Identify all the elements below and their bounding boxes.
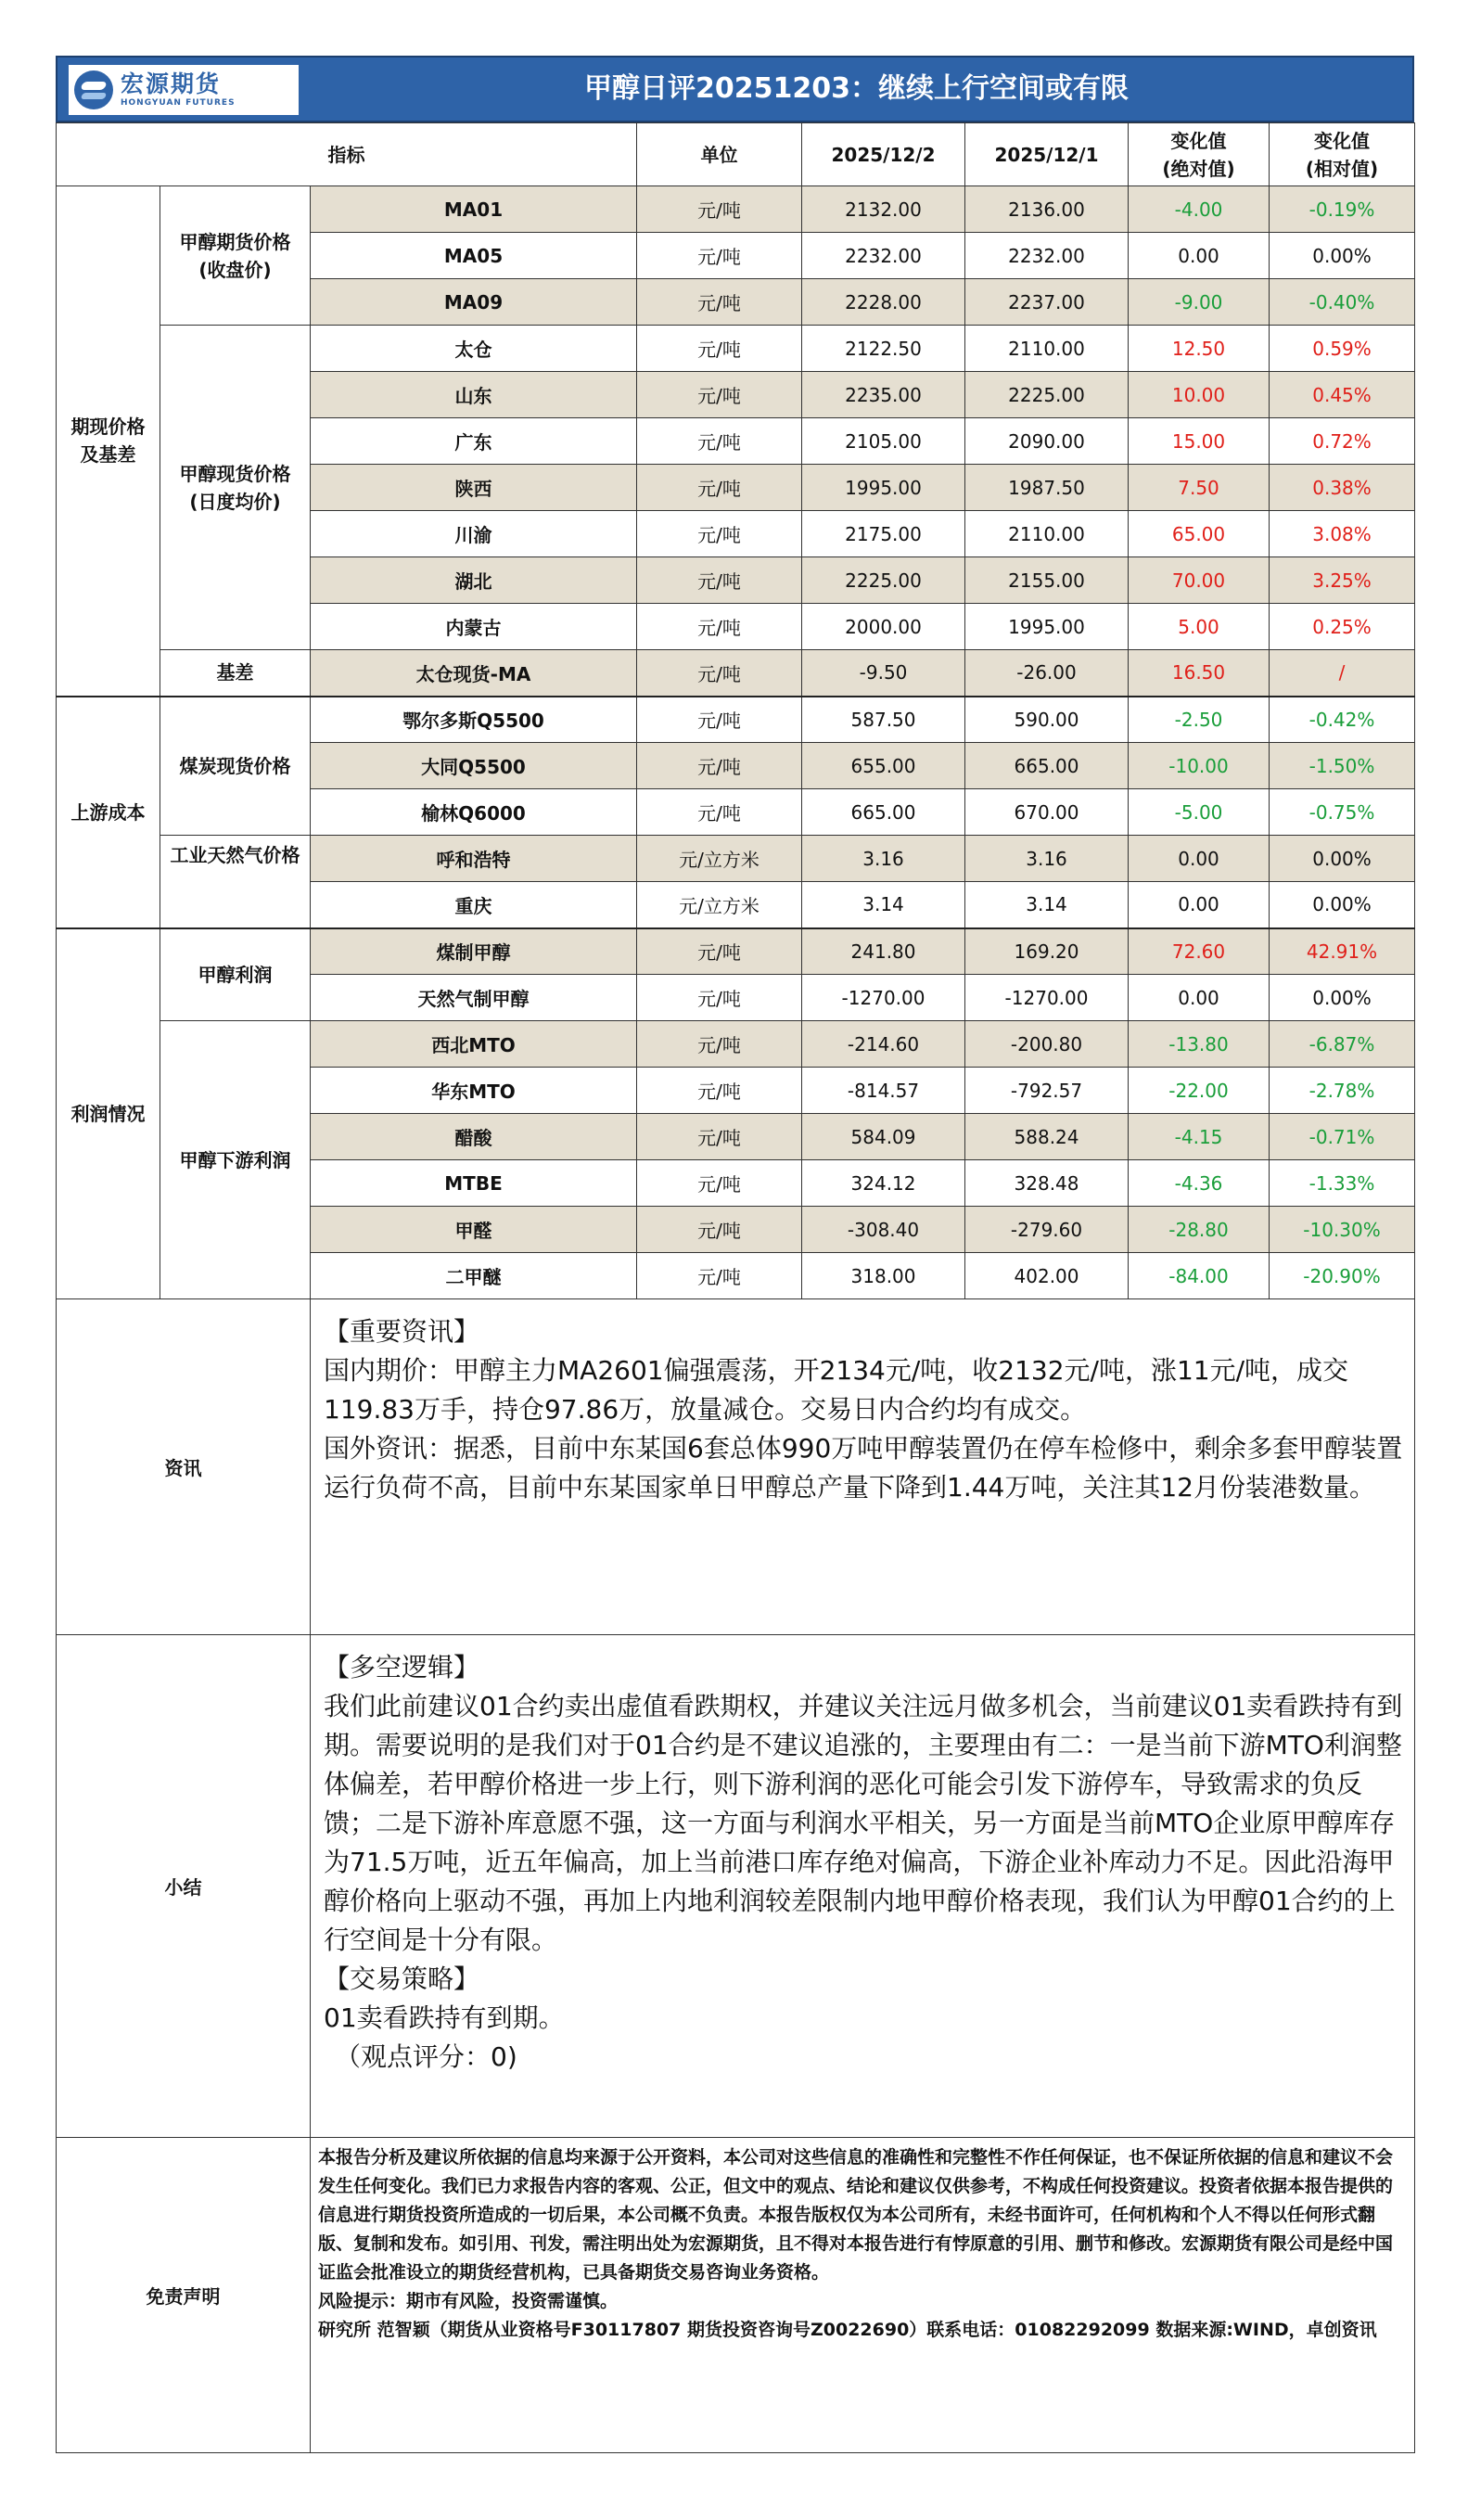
row-indicator-name: 榆林Q6000	[311, 789, 637, 836]
row-indicator-name: 天然气制甲醇	[311, 975, 637, 1021]
row-indicator-name: MTBE	[311, 1160, 637, 1207]
row-rel-change: 0.45%	[1270, 372, 1415, 418]
row-value-date-2: 1987.50	[965, 465, 1129, 511]
row-value-date-2: -200.80	[965, 1021, 1129, 1068]
row-value-date-2: 2232.00	[965, 233, 1129, 279]
row-abs-change: -9.00	[1129, 279, 1270, 326]
text-sections	[56, 1298, 1415, 2453]
row-unit: 元/吨	[637, 650, 802, 697]
row-value-date-2: 670.00	[965, 789, 1129, 836]
news-label: 资讯	[57, 1299, 311, 1635]
row-value-date-2: 2136.00	[965, 186, 1129, 233]
table-row	[57, 928, 1415, 975]
row-abs-change: -5.00	[1129, 789, 1270, 836]
row-value-date-1: -1270.00	[802, 975, 965, 1021]
row-rel-change: 0.38%	[1270, 465, 1415, 511]
row-indicator-name: MA05	[311, 233, 637, 279]
row-value-date-2: 1995.00	[965, 604, 1129, 650]
row-value-date-1: 2175.00	[802, 511, 965, 557]
row-indicator-name: 太仓现货-MA	[311, 650, 637, 697]
row-indicator-name: 甲醛	[311, 1207, 637, 1253]
row-unit: 元/立方米	[637, 882, 802, 928]
row-value-date-1: 2132.00	[802, 186, 965, 233]
row-value-date-1: 2228.00	[802, 279, 965, 326]
row-value-date-2: 3.14	[965, 882, 1129, 928]
row-indicator-name: 二甲醚	[311, 1253, 637, 1299]
row-value-date-1: 2232.00	[802, 233, 965, 279]
row-value-date-2: 2090.00	[965, 418, 1129, 465]
row-rel-change: 0.00%	[1270, 882, 1415, 928]
row-unit: 元/吨	[637, 743, 802, 789]
col-header-unit: 单位	[637, 123, 802, 186]
row-indicator-name: 呼和浩特	[311, 836, 637, 882]
row-abs-change: -84.00	[1129, 1253, 1270, 1299]
summary-strategy-text: 01卖看跌持有到期。	[324, 2002, 565, 2033]
row-abs-change: 72.60	[1129, 928, 1270, 975]
row-rel-change: -1.50%	[1270, 743, 1415, 789]
row-unit: 元/吨	[637, 697, 802, 743]
table-header-row	[57, 123, 1415, 186]
summary-logic-text: 我们此前建议01合约卖出虚值看跌期权，并建议关注远月做多机会，当前建议01卖看跌持有到期。需要说明的是我们对于01合约是不建议追涨的，主要理由有二：一是当前下游MTO利润整体偏差，若甲醇价格进一步上行，则下游利润的恶化可能会引发下游停车，导致需求的负反馈；二是下游补库意愿不强，这一方面与利润水平相关，另一方面是当前MTO企业原甲醇库存为71.5万吨，近五年偏高，加上当前港口库存绝对偏高，下游企业补库动力不足。因此沿海甲醇价格向上驱动不强，再加上内地利润较差限制内地甲醇价格表现，我们认为甲醇01合约的上行空间是十分有限。	[324, 1691, 1403, 1955]
table-row	[57, 650, 1415, 697]
row-abs-change: 16.50	[1129, 650, 1270, 697]
row-unit: 元/吨	[637, 1114, 802, 1160]
row-unit: 元/吨	[637, 1068, 802, 1114]
row-value-date-1: 241.80	[802, 928, 965, 975]
row-rel-change: 0.00%	[1270, 233, 1415, 279]
row-abs-change: 0.00	[1129, 882, 1270, 928]
row-value-date-1: 3.14	[802, 882, 965, 928]
row-value-date-1: -814.57	[802, 1068, 965, 1114]
table-row	[57, 697, 1415, 743]
news-section	[57, 1299, 1415, 1635]
disclaimer-body	[311, 2138, 1415, 2453]
row-value-date-1: 2122.50	[802, 326, 965, 372]
row-value-date-2: 2155.00	[965, 557, 1129, 604]
row-indicator-name: 太仓	[311, 326, 637, 372]
row-value-date-1: -9.50	[802, 650, 965, 697]
row-rel-change: -20.90%	[1270, 1253, 1415, 1299]
row-indicator-name: 湖北	[311, 557, 637, 604]
row-unit: 元/吨	[637, 928, 802, 975]
row-unit: 元/吨	[637, 604, 802, 650]
row-abs-change: -28.80	[1129, 1207, 1270, 1253]
col-header-date-1: 2025/12/2	[802, 123, 965, 186]
row-value-date-1: 2225.00	[802, 557, 965, 604]
row-abs-change: -4.00	[1129, 186, 1270, 233]
row-abs-change: 0.00	[1129, 836, 1270, 882]
row-unit: 元/吨	[637, 975, 802, 1021]
row-rel-change: 3.08%	[1270, 511, 1415, 557]
row-rel-change: -0.75%	[1270, 789, 1415, 836]
row-indicator-name: 华东MTO	[311, 1068, 637, 1114]
row-abs-change: 10.00	[1129, 372, 1270, 418]
row-indicator-name: MA09	[311, 279, 637, 326]
row-value-date-1: 665.00	[802, 789, 965, 836]
row-abs-change: 65.00	[1129, 511, 1270, 557]
row-indicator-name: 重庆	[311, 882, 637, 928]
row-abs-change: -13.80	[1129, 1021, 1270, 1068]
row-unit: 元/吨	[637, 233, 802, 279]
col-header-indicator: 指标	[57, 123, 637, 186]
row-rel-change: -0.71%	[1270, 1114, 1415, 1160]
logo-name-cn: 宏源期货	[121, 70, 222, 97]
row-rel-change: 42.91%	[1270, 928, 1415, 975]
row-rel-change: 0.25%	[1270, 604, 1415, 650]
news-heading: 【重要资讯】	[324, 1316, 480, 1347]
summary-logic-heading: 【多空逻辑】	[324, 1652, 480, 1682]
row-abs-change: 0.00	[1129, 233, 1270, 279]
row-indicator-name: 醋酸	[311, 1114, 637, 1160]
row-abs-change: 7.50	[1129, 465, 1270, 511]
risk-warning: 风险提示：期市有风险，投资需谨慎。	[318, 2291, 619, 2311]
row-value-date-1: 584.09	[802, 1114, 965, 1160]
row-unit: 元/吨	[637, 418, 802, 465]
row-value-date-2: 2225.00	[965, 372, 1129, 418]
row-indicator-name: 陕西	[311, 465, 637, 511]
row-value-date-1: 587.50	[802, 697, 965, 743]
row-abs-change: -2.50	[1129, 697, 1270, 743]
col-header-rel-change: 变化值 (相对值)	[1270, 123, 1415, 186]
disclaimer-section	[57, 2138, 1415, 2453]
subgroup-spot-price: 甲醇现货价格 (日度均价)	[160, 326, 311, 650]
row-rel-change: 0.59%	[1270, 326, 1415, 372]
row-indicator-name: 内蒙古	[311, 604, 637, 650]
row-rel-change: 0.00%	[1270, 975, 1415, 1021]
row-rel-change: -10.30%	[1270, 1207, 1415, 1253]
row-rel-change: -6.87%	[1270, 1021, 1415, 1068]
row-abs-change: -4.36	[1129, 1160, 1270, 1207]
row-value-date-2: 402.00	[965, 1253, 1129, 1299]
analyst-info: 研究所 范智颖（期货从业资格号F30117807 期货投资咨询号Z0022690）联系电话：01082292099 数据来源:WIND，卓创资讯	[318, 2320, 1377, 2340]
row-value-date-1: -308.40	[802, 1207, 965, 1253]
subgroup-basis: 基差	[160, 650, 311, 697]
row-value-date-1: 2105.00	[802, 418, 965, 465]
summary-strategy-heading: 【交易策略】	[324, 1964, 480, 1994]
row-value-date-2: -1270.00	[965, 975, 1129, 1021]
row-unit: 元/吨	[637, 279, 802, 326]
row-value-date-2: 3.16	[965, 836, 1129, 882]
row-unit: 元/吨	[637, 789, 802, 836]
row-value-date-2: 2110.00	[965, 326, 1129, 372]
row-abs-change: 70.00	[1129, 557, 1270, 604]
row-rel-change: 3.25%	[1270, 557, 1415, 604]
row-rel-change: -2.78%	[1270, 1068, 1415, 1114]
group-spot-futures: 期现价格 及基差	[57, 186, 160, 697]
row-value-date-2: -26.00	[965, 650, 1129, 697]
row-rel-change: -0.42%	[1270, 697, 1415, 743]
row-abs-change: -10.00	[1129, 743, 1270, 789]
disclaimer-label: 免责声明	[57, 2138, 311, 2453]
row-value-date-2: 588.24	[965, 1114, 1129, 1160]
row-value-date-1: 2000.00	[802, 604, 965, 650]
row-unit: 元/吨	[637, 1160, 802, 1207]
subgroup-futures-price: 甲醇期货价格 (收盘价)	[160, 186, 311, 326]
row-value-date-1: -214.60	[802, 1021, 965, 1068]
row-unit: 元/立方米	[637, 836, 802, 882]
row-indicator-name: 大同Q5500	[311, 743, 637, 789]
row-indicator-name: MA01	[311, 186, 637, 233]
row-indicator-name: 川渝	[311, 511, 637, 557]
row-value-date-1: 655.00	[802, 743, 965, 789]
news-overseas: 国外资讯：据悉，目前中东某国6套总体990万吨甲醇装置仍在停车检修中，剩余多套甲醇装置运行负荷不高，目前中东某国家单日甲醇总产量下降到1.44万吨，关注其12月份装港数量。	[324, 1433, 1403, 1503]
news-domestic: 国内期价：甲醇主力MA2601偏强震荡，开2134元/吨，收2132元/吨，涨11元/吨，成交119.83万手，持仓97.86万，放量减仓。交易日内合约均有成交。	[324, 1355, 1349, 1425]
row-value-date-1: 3.16	[802, 836, 965, 882]
row-unit: 元/吨	[637, 465, 802, 511]
row-unit: 元/吨	[637, 186, 802, 233]
row-indicator-name: 山东	[311, 372, 637, 418]
disclaimer-text: 本报告分析及建议所依据的信息均来源于公开资料，本公司对这些信息的准确性和完整性不作任何保证，也不保证所依据的信息和建议不会发生任何变化。我们已力求报告内容的客观、公正，但文中的观点、结论和建议仅供参考，不构成任何投资建议。投资者依据本报告提供的信息进行期货投资所造成的一切后果，本公司概不负责。本报告版权仅为本公司所有，未经书面许可，任何机构和个人不得以任何形式翻版、复制和发布。如引用、刊发，需注明出处为宏源期货，且不得对本报告进行有悖原意的引用、删节和修改。宏源期货有限公司是经中国证监会批准设立的期货经营机构，已具备期货交易咨询业务资格。	[318, 2147, 1394, 2283]
row-unit: 元/吨	[637, 372, 802, 418]
table-row	[57, 186, 1415, 233]
news-body	[311, 1299, 1415, 1635]
row-unit: 元/吨	[637, 1253, 802, 1299]
row-unit: 元/吨	[637, 1021, 802, 1068]
row-value-date-2: -279.60	[965, 1207, 1129, 1253]
row-value-date-2: 590.00	[965, 697, 1129, 743]
row-rel-change: -1.33%	[1270, 1160, 1415, 1207]
row-value-date-1: 2235.00	[802, 372, 965, 418]
summary-score: （观点评分：0)	[335, 2041, 517, 2072]
row-rel-change: 0.00%	[1270, 836, 1415, 882]
report-title: 甲醇日评20251203：继续上行空间或有限	[584, 72, 1129, 105]
row-abs-change: -4.15	[1129, 1114, 1270, 1160]
row-indicator-name: 西北MTO	[311, 1021, 637, 1068]
subgroup-coal-price: 煤炭现货价格	[160, 697, 311, 836]
col-header-date-2: 2025/12/1	[965, 123, 1129, 186]
row-indicator-name: 广东	[311, 418, 637, 465]
row-value-date-1: 318.00	[802, 1253, 965, 1299]
row-value-date-2: -792.57	[965, 1068, 1129, 1114]
row-indicator-name: 鄂尔多斯Q5500	[311, 697, 637, 743]
row-unit: 元/吨	[637, 326, 802, 372]
table-row	[57, 326, 1415, 372]
row-unit: 元/吨	[637, 1207, 802, 1253]
subgroup-gas-price: 工业天然气价格	[160, 836, 311, 928]
daily-report	[56, 56, 1414, 2453]
methanol-data-table	[56, 122, 1415, 1299]
row-value-date-1: 324.12	[802, 1160, 965, 1207]
group-upstream-cost: 上游成本	[57, 697, 160, 928]
col-header-abs-change: 变化值 (绝对值)	[1129, 123, 1270, 186]
row-value-date-2: 169.20	[965, 928, 1129, 975]
subgroup-methanol-profit: 甲醇利润	[160, 928, 311, 1021]
summary-label: 小结	[57, 1635, 311, 2138]
row-unit: 元/吨	[637, 557, 802, 604]
row-abs-change: -22.00	[1129, 1068, 1270, 1114]
summary-section	[57, 1635, 1415, 2138]
logo-mark-icon	[74, 70, 113, 109]
row-abs-change: 15.00	[1129, 418, 1270, 465]
row-rel-change: -0.19%	[1270, 186, 1415, 233]
summary-body	[311, 1635, 1415, 2138]
row-abs-change: 0.00	[1129, 975, 1270, 1021]
group-profit: 利润情况	[57, 928, 160, 1299]
row-value-date-2: 665.00	[965, 743, 1129, 789]
logo-name-en: HONGYUAN FUTURES	[121, 98, 236, 108]
row-abs-change: 5.00	[1129, 604, 1270, 650]
table-row	[57, 1021, 1415, 1068]
row-value-date-2: 2237.00	[965, 279, 1129, 326]
row-value-date-1: 1995.00	[802, 465, 965, 511]
row-value-date-2: 328.48	[965, 1160, 1129, 1207]
row-value-date-2: 2110.00	[965, 511, 1129, 557]
row-abs-change: 12.50	[1129, 326, 1270, 372]
company-logo	[69, 65, 299, 115]
row-unit: 元/吨	[637, 511, 802, 557]
table-row	[57, 836, 1415, 882]
subgroup-downstream-profit: 甲醇下游利润	[160, 1021, 311, 1299]
row-rel-change: 0.72%	[1270, 418, 1415, 465]
row-rel-change: -0.40%	[1270, 279, 1415, 326]
row-indicator-name: 煤制甲醇	[311, 928, 637, 975]
title-bar	[56, 56, 1414, 122]
row-rel-change: /	[1270, 650, 1415, 697]
